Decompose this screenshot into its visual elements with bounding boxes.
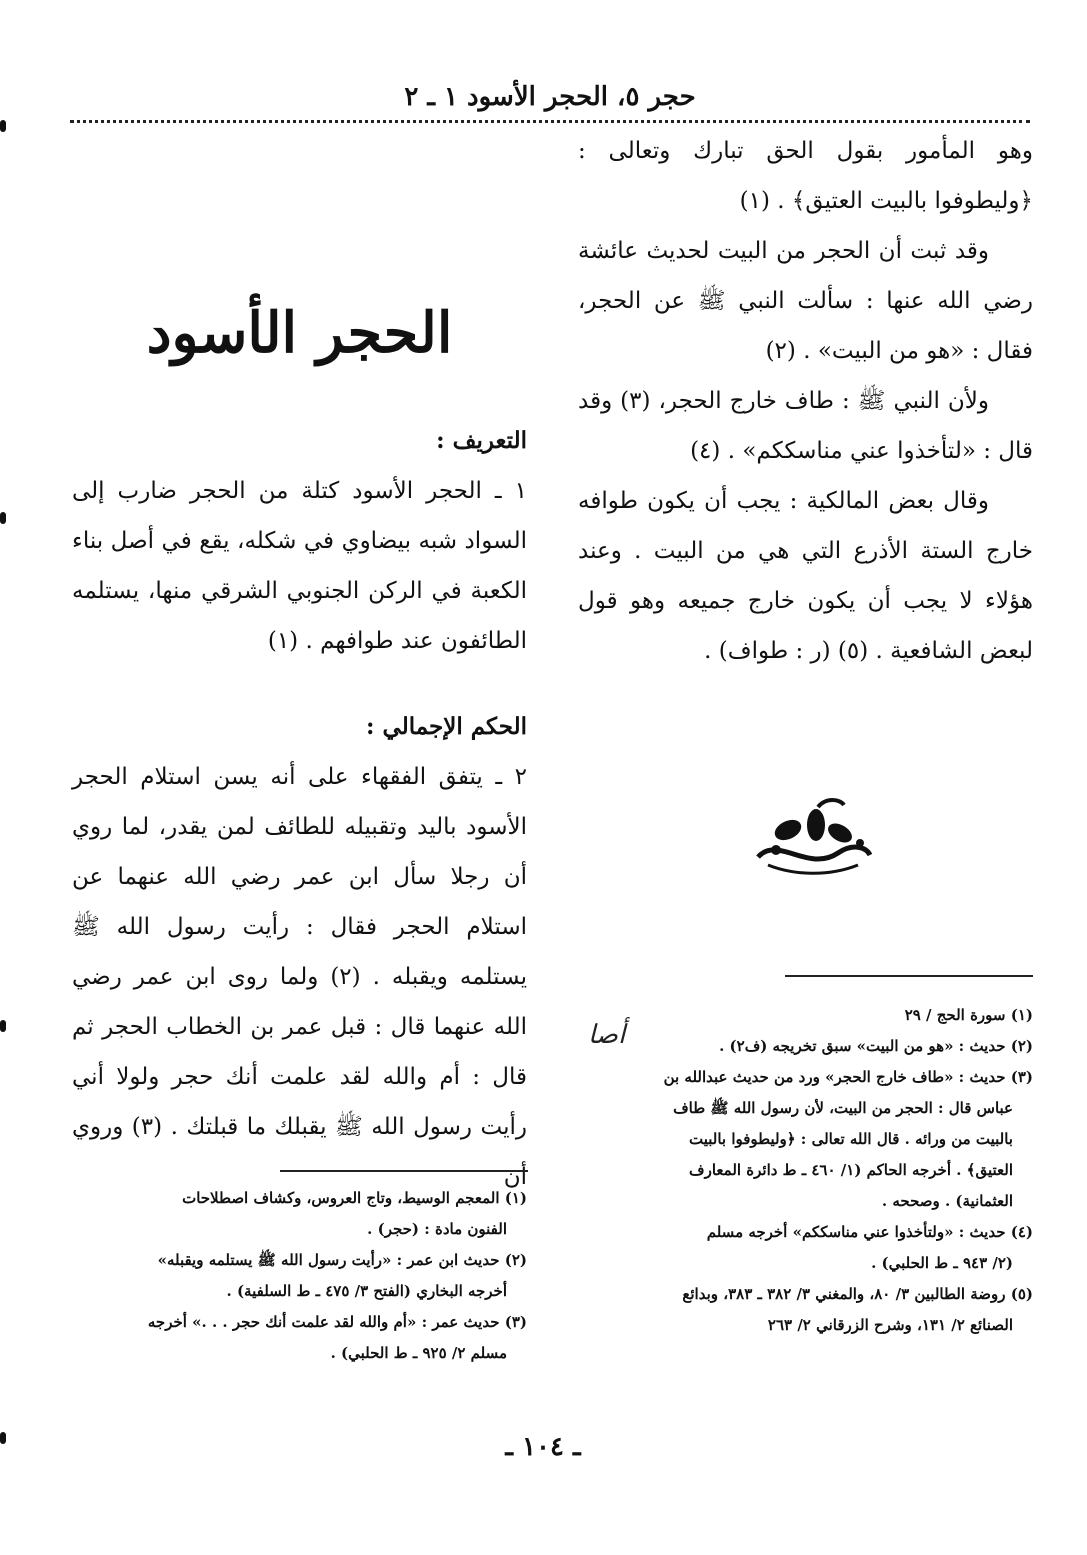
left-footnote-rule	[280, 1170, 528, 1172]
ruling-text: ٢ ـ يتفق الفقهاء على أنه يسن استلام الحجر الأسود باليد وتقبيله للطائف لمن يقدر، لما روي أن رجلا سأل ابن عمر رضي الله عنهما عن استلام الحجر فقال : رأيت رسول الله ﷺ يستلمه ويقبله . (٢) ولما روى ابن عمر رضي الله عنهما قال : قبل عمر بن الخطاب الحجر ثم قال : أم والله لقد علمت أنك حجر ولولا أني رأيت رسول الله ﷺ يقبلك ما قبلتك . (٣) وروي أن	[72, 764, 528, 1190]
footnote: العتيق﴾ . أخرجه الحاكم (١/ ٤٦٠ ـ ط دائرة المعارف	[689, 1161, 1013, 1179]
footnote: (٣) حديث عمر : «أم والله لقد علمت أنك حجر . . .» أخرجه	[147, 1313, 527, 1331]
edge-mark	[0, 120, 6, 132]
footnote: مسلم ٢/ ٩٢٥ ـ ط الحلبي) .	[330, 1344, 507, 1362]
edge-mark	[0, 512, 6, 524]
page-number: ـ ١٠٤ ـ	[505, 1432, 581, 1462]
footnote: الصنائع ٢/ ١٣١، وشرح الزرقاني ٢/ ٢٦٣	[767, 1316, 1013, 1334]
footnote: (١) المعجم الوسيط، وتاج العروس، وكشاف اصطلاحات	[182, 1189, 527, 1207]
right-paragraph-3: ولأن النبي ﷺ : طاف خارج الحجر، (٣) وقد قال : «لتأخذوا عني مناسككم» . (٤)	[578, 388, 1033, 464]
footnote: (٤) حديث : «ولتأخذوا عني مناسككم» أخرجه مسلم	[706, 1223, 1033, 1241]
header-dotted-rule	[70, 120, 1030, 123]
handwritten-margin-note: أصا	[588, 1020, 626, 1050]
left-footnotes	[72, 1183, 527, 1369]
footnote: (١) سورة الحج / ٢٩	[904, 1006, 1033, 1024]
footnote: (٣) حديث : «طاف خارج الحجر» ورد من حديث عبدالله بن	[663, 1068, 1033, 1086]
footnote: (٢/ ٩٤٣ ـ ط الحلبي) .	[871, 1254, 1013, 1272]
right-column	[578, 126, 1033, 676]
page-title: الحجر الأسود	[146, 300, 453, 366]
edge-mark	[0, 1432, 6, 1444]
edge-mark	[0, 1020, 6, 1032]
footnote: (٢) حديث : «هو من البيت» سبق تخريجه (ف٢) .	[719, 1037, 1033, 1055]
right-footnote-rule	[785, 975, 1033, 977]
floral-ornament-icon	[748, 795, 876, 875]
left-column	[72, 416, 527, 1202]
running-header: حجر ٥، الحجر الأسود ١ ـ ٢	[404, 82, 696, 112]
right-paragraph-1: وهو المأمور بقول الحق تبارك وتعالى : ﴿وليطوفوا بالبيت العتيق﴾ . (١)	[578, 138, 1033, 214]
footnote: (٥) روضة الطالبين ٣/ ٨٠، والمغني ٣/ ٣٨٢ ـ ٣٨٣، وبدائع	[682, 1285, 1033, 1303]
footnote: عباس قال : الحجر من البيت، لأن رسول الله ﷺ طاف	[673, 1099, 1013, 1117]
footnote: العثمانية) . وصححه .	[881, 1192, 1013, 1210]
ruling-heading: الحكم الإجمالي :	[366, 713, 527, 740]
right-paragraph-4: وقال بعض المالكية : يجب أن يكون طوافه خارج الستة الأذرع التي هي من البيت . وعند هؤلاء لا يجب أن يكون خارج جميعه وهو قول لبعض الشافعية . (٥) (ر : طواف) .	[578, 488, 1033, 664]
definition-text: ١ ـ الحجر الأسود كتلة من الحجر ضارب إلى السواد شبه بيضاوي في شكله، يقع في أصل بناء الكعبة في الركن الجنوبي الشرقي منها، يستلمه الطائفون عند طوافهم . (١)	[72, 478, 527, 654]
right-footnotes	[578, 1000, 1033, 1341]
footnote: الفنون مادة : (حجر) .	[367, 1220, 507, 1238]
footnote: بالبيت من ورائه . قال الله تعالى : ﴿وليطوفوا بالبيت	[689, 1130, 1013, 1148]
footnote: (٢) حديث ابن عمر : «رأيت رسول الله ﷺ يستلمه ويقبله»	[157, 1251, 527, 1269]
footnote: أخرجه البخاري (الفتح ٣/ ٤٧٥ ـ ط السلفية) .	[226, 1282, 507, 1300]
right-paragraph-2: وقد ثبت أن الحجر من البيت لحديث عائشة رضي الله عنها : سألت النبي ﷺ عن الحجر، فقال : «هو من البيت» . (٢)	[578, 238, 1033, 364]
definition-heading: التعريف :	[436, 427, 527, 454]
entry-title-box	[72, 300, 527, 366]
